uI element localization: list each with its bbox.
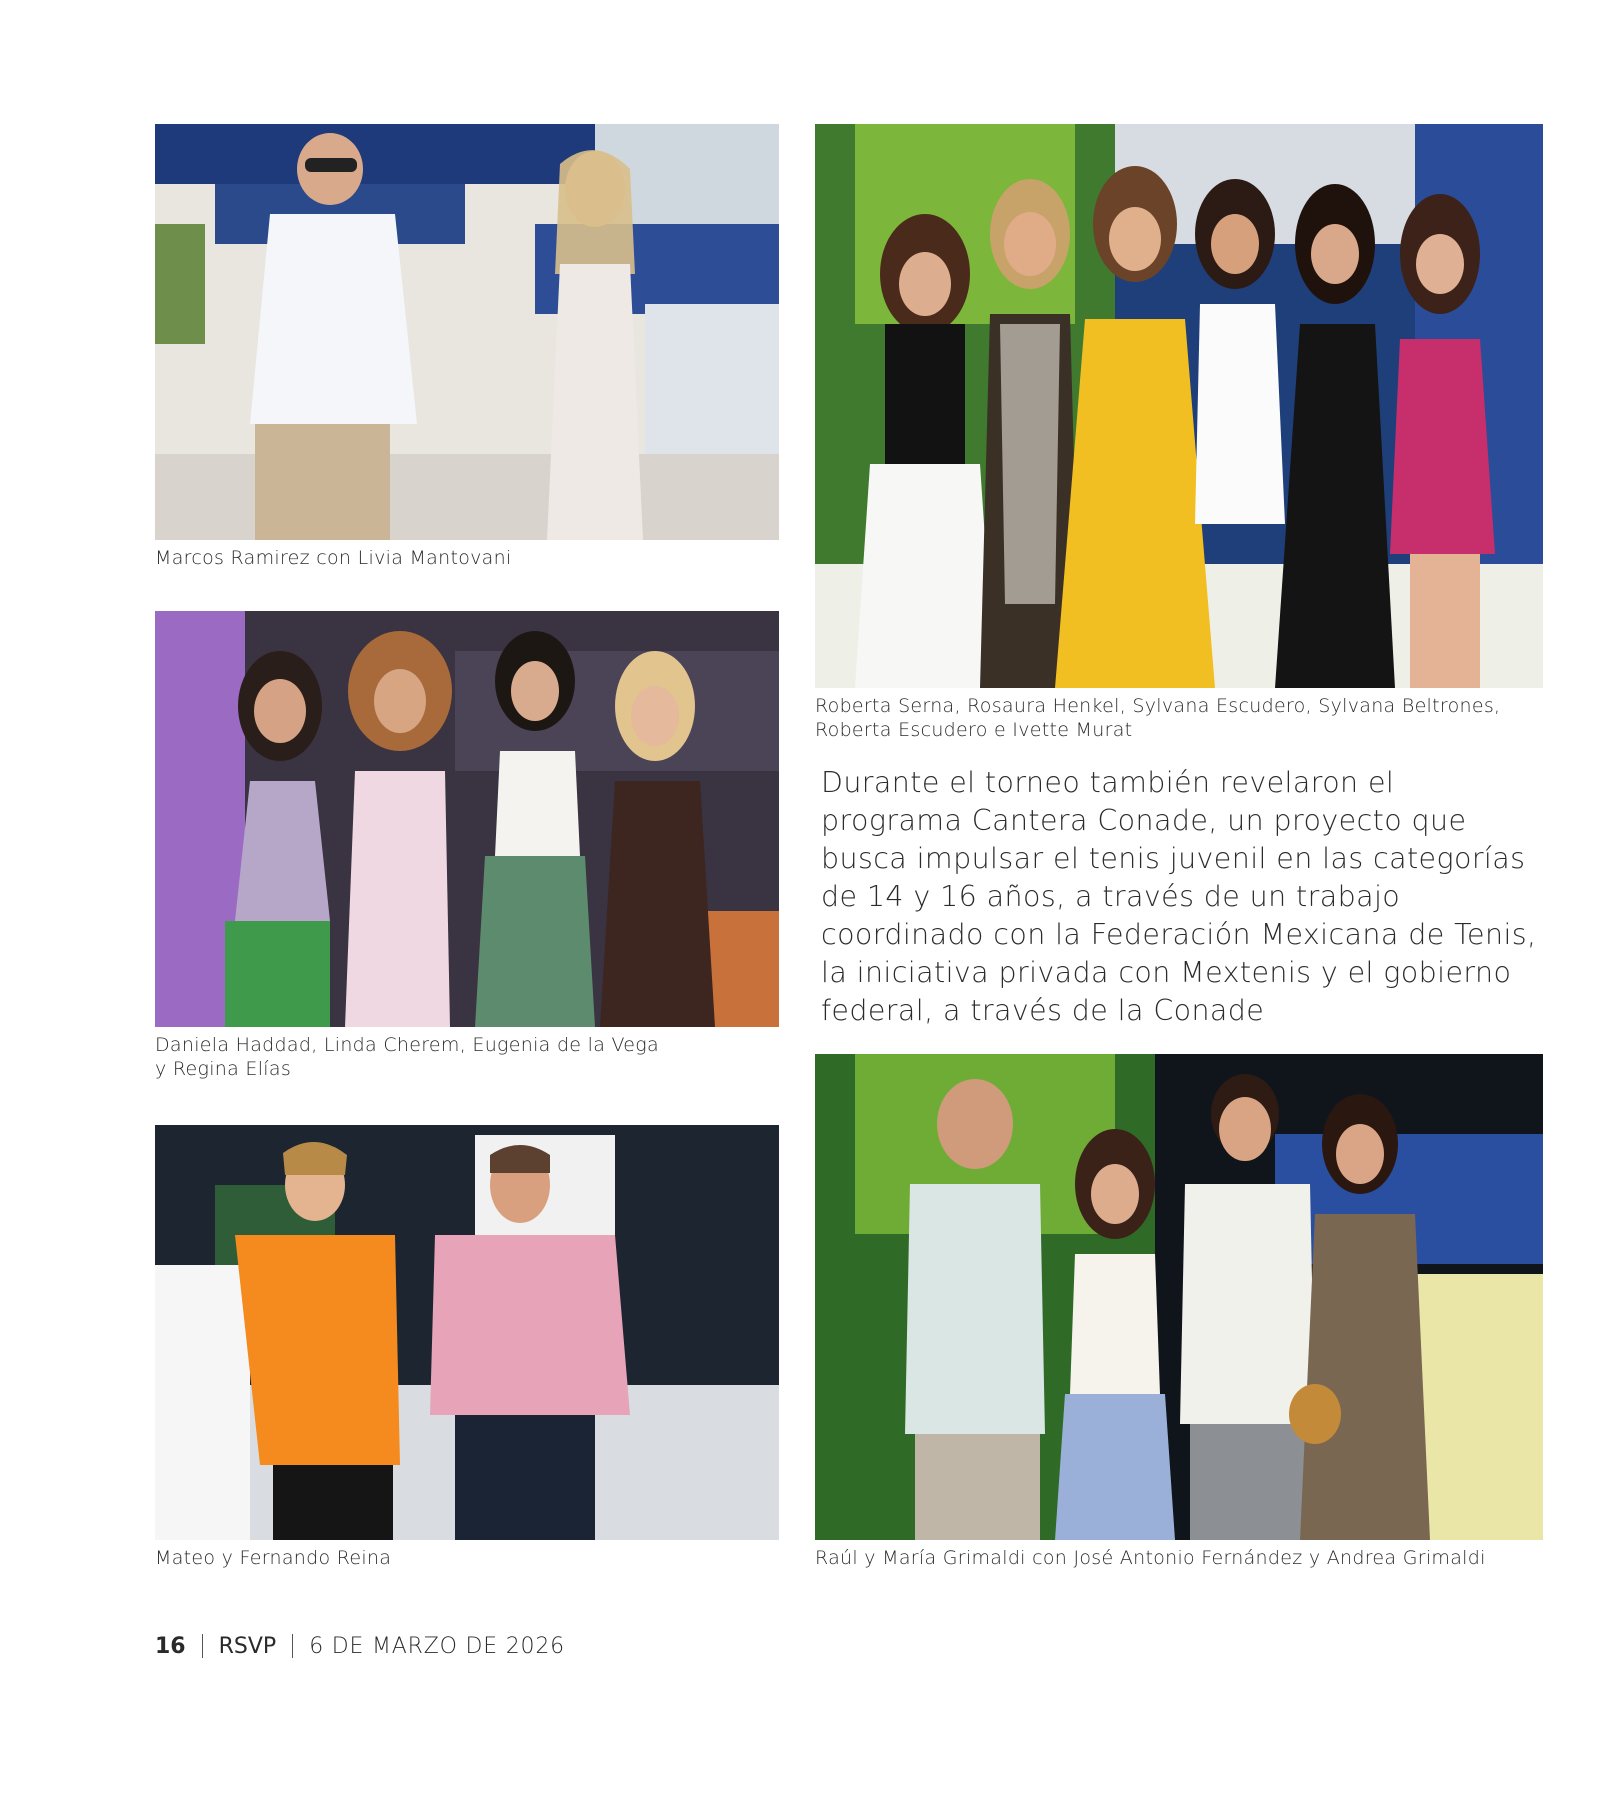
- photo-group-four-women: [155, 611, 779, 1027]
- footer-divider: [292, 1634, 293, 1658]
- caption-photo2-text: Daniela Haddad, Linda Cherem, Eugenia de la Vega y Regina Elías: [155, 1034, 659, 1080]
- issue-date: 6 DE MARZO DE 2026: [309, 1633, 565, 1659]
- photo-group-six-women: [815, 124, 1543, 688]
- caption-photo2: [155, 1033, 779, 1081]
- page-number: 16: [155, 1633, 186, 1659]
- caption-photo4-text: Roberta Serna, Rosaura Henkel, Sylvana Escudero, Sylvana Beltrones, Roberta Escudero e Ivette Murat: [815, 695, 1501, 741]
- photo-marcos-livia: [155, 124, 779, 540]
- caption-photo5: Raúl y María Grimaldi con José Antonio Fernández y Andrea Grimaldi: [815, 1547, 1486, 1569]
- article-body-text: Durante el torneo también revelaron el programa Cantera Conade, un proyecto que busca impulsar el tenis juvenil en las categorías de 14 y 16 años, a través de un trabajo coordinado con la Federación Mexicana de Tenis, la iniciativa privada con Mextenis y el gobierno federal, a través de la Conade: [821, 766, 1537, 1027]
- caption-photo3: Mateo y Fernando Reina: [155, 1547, 392, 1569]
- caption-photo1: Marcos Ramirez con Livia Mantovani: [155, 547, 512, 569]
- photo-grimaldi-family: [815, 1054, 1543, 1540]
- photo-mateo-fernando: [155, 1125, 779, 1540]
- caption-photo4: [815, 694, 1545, 742]
- footer-divider: [202, 1634, 203, 1658]
- page-footer: [155, 1630, 565, 1662]
- publication-name: RSVP: [218, 1633, 277, 1659]
